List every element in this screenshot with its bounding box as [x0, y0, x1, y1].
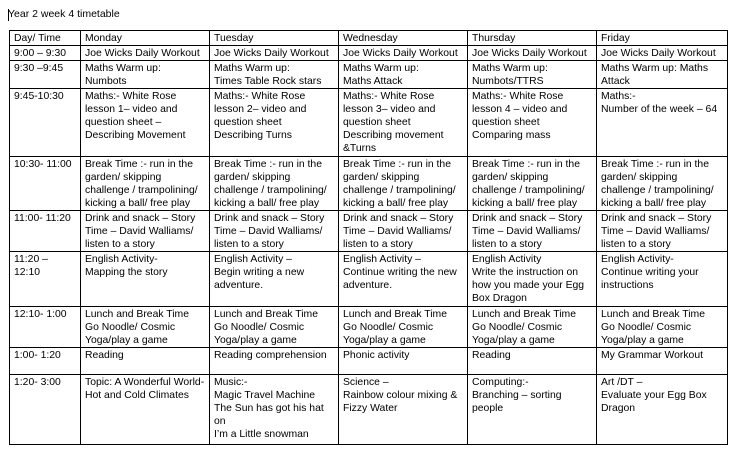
activity-cell: Lunch and Break Time Go Noodle/ Cosmic Yoga/play a game: [597, 307, 728, 348]
activity-cell: Joe Wicks Daily Workout: [468, 46, 597, 61]
activity-cell: Maths:- Number of the week – 64: [597, 89, 728, 157]
time-cell: 12:10- 1:00: [10, 307, 81, 348]
time-cell: 11:00- 11:20: [10, 211, 81, 252]
activity-cell: Joe Wicks Daily Workout: [339, 46, 468, 61]
activity-cell: Drink and snack – Story Time – David Walliams/ listen to a story: [210, 211, 339, 252]
time-cell: 10:30- 11:00: [10, 157, 81, 211]
time-cell: 11:20 – 12:10: [10, 252, 81, 307]
activity-cell: Maths:- White Rose lesson 1– video and question sheet – Describing Movement: [81, 89, 210, 157]
table-row: [10, 89, 728, 157]
activity-cell: Break Time :- run in the garden/ skipping challenge / trampolining/ kicking a ball/ free play: [210, 157, 339, 211]
header-cell-wednesday: Wednesday: [339, 31, 468, 46]
activity-cell: Maths Warm up: Maths Attack: [339, 61, 468, 89]
header-row: [10, 31, 728, 46]
activity-cell: Lunch and Break Time Go Noodle/ Cosmic Yoga/play a game: [339, 307, 468, 348]
activity-cell: Joe Wicks Daily Workout: [81, 46, 210, 61]
activity-cell: Computing:- Branching – sorting people: [468, 375, 597, 445]
activity-cell: Break Time :- run in the garden/ skipping challenge / trampolining/ kicking a ball/ free play: [339, 157, 468, 211]
activity-cell: Reading: [81, 348, 210, 375]
header-cell-thursday: Thursday: [468, 31, 597, 46]
activity-cell: Joe Wicks Daily Workout: [597, 46, 728, 61]
header-cell-time: Day/ Time: [10, 31, 81, 46]
table-row: [10, 211, 728, 252]
activity-cell: Topic: A Wonderful World- Hot and Cold Climates: [81, 375, 210, 445]
table-row: [10, 46, 728, 61]
activity-cell: English Activity Write the instruction on how you made your Egg Box Dragon: [468, 252, 597, 307]
activity-cell: Maths:- White Rose lesson 4 – video and question sheet Comparing mass: [468, 89, 597, 157]
header-cell-monday: Monday: [81, 31, 210, 46]
table-row: [10, 252, 728, 307]
activity-cell: English Activity- Continue writing your instructions: [597, 252, 728, 307]
table-row: [10, 157, 728, 211]
table-row: [10, 307, 728, 348]
document-title: Year 2 week 4 timetable: [8, 8, 120, 20]
activity-cell: Lunch and Break Time Go Noodle/ Cosmic Yoga/play a game: [210, 307, 339, 348]
activity-cell: Drink and snack – Story Time – David Walliams/ listen to a story: [81, 211, 210, 252]
activity-cell: Science – Rainbow colour mixing & Fizzy Water: [339, 375, 468, 445]
activity-cell: Reading: [468, 348, 597, 375]
activity-cell: Break Time :- run in the garden/ skipping challenge / trampolining/ kicking a ball/ free play: [597, 157, 728, 211]
table-row: [10, 61, 728, 89]
time-cell: 9:00 – 9:30: [10, 46, 81, 61]
activity-cell: Art /DT – Evaluate your Egg Box Dragon: [597, 375, 728, 445]
activity-cell: Joe Wicks Daily Workout: [210, 46, 339, 61]
activity-cell: Drink and snack – Story Time – David Walliams/ listen to a story: [468, 211, 597, 252]
activity-cell: English Activity – Continue writing the new adventure.: [339, 252, 468, 307]
activity-cell: Maths:- White Rose lesson 2– video and question sheet Describing Turns: [210, 89, 339, 157]
activity-cell: Maths Warm up: Numbots: [81, 61, 210, 89]
activity-cell: Maths Warm up: Numbots/TTRS: [468, 61, 597, 89]
activity-cell: Maths Warm up: Times Table Rock stars: [210, 61, 339, 89]
activity-cell: Lunch and Break Time Go Noodle/ Cosmic Yoga/play a game: [81, 307, 210, 348]
activity-cell: My Grammar Workout: [597, 348, 728, 375]
table-row: [10, 348, 728, 375]
activity-cell: Maths:- White Rose lesson 3– video and question sheet Describing movement &Turns: [339, 89, 468, 157]
time-cell: 9:45-10:30: [10, 89, 81, 157]
activity-cell: Break Time :- run in the garden/ skipping challenge / trampolining/ kicking a ball/ free play: [81, 157, 210, 211]
time-cell: 1:00- 1:20: [10, 348, 81, 375]
activity-cell: English Activity- Mapping the story: [81, 252, 210, 307]
activity-cell: Music:- Magic Travel Machine The Sun has got his hat on I’m a Little snowman: [210, 375, 339, 445]
activity-cell: Break Time :- run in the garden/ skipping challenge / trampolining/ kicking a ball/ free play: [468, 157, 597, 211]
time-cell: 1:20- 3:00: [10, 375, 81, 445]
table-row: [10, 375, 728, 445]
timetable: [9, 30, 728, 445]
time-cell: 9:30 –9:45: [10, 61, 81, 89]
activity-cell: English Activity – Begin writing a new adventure.: [210, 252, 339, 307]
activity-cell: Lunch and Break Time Go Noodle/ Cosmic Yoga/play a game: [468, 307, 597, 348]
activity-cell: Phonic activity: [339, 348, 468, 375]
activity-cell: Reading comprehension: [210, 348, 339, 375]
activity-cell: Drink and snack – Story Time – David Walliams/ listen to a story: [597, 211, 728, 252]
header-cell-friday: Friday: [597, 31, 728, 46]
activity-cell: Drink and snack – Story Time – David Walliams/ listen to a story: [339, 211, 468, 252]
activity-cell: Maths Warm up: Maths Attack: [597, 61, 728, 89]
header-cell-tuesday: Tuesday: [210, 31, 339, 46]
